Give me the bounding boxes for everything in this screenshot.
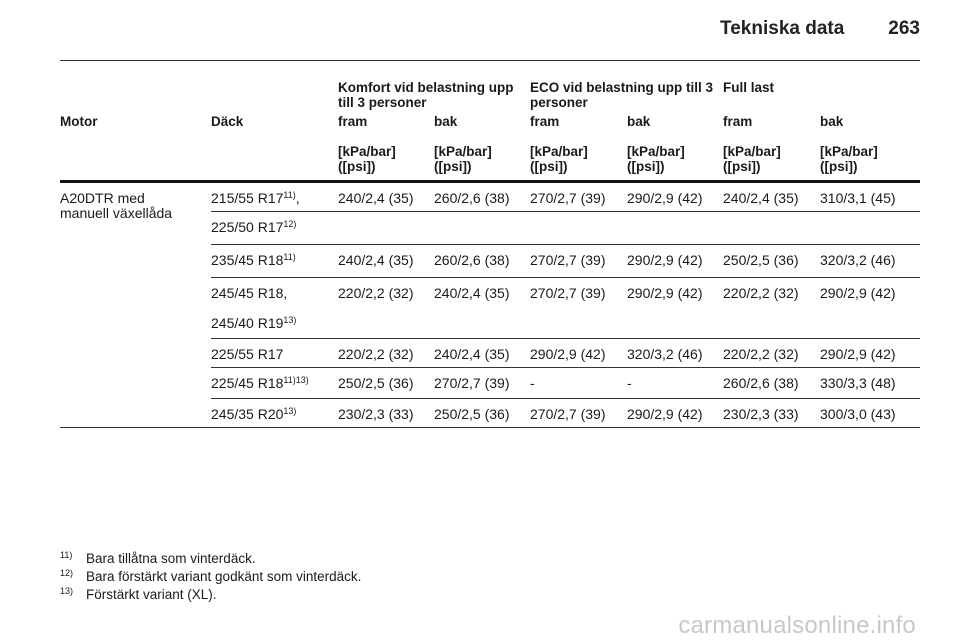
pressure-value: 260/2,6 (38) bbox=[434, 245, 530, 278]
pressure-value: - bbox=[627, 368, 723, 399]
pressure-value: 270/2,7 (39) bbox=[530, 399, 627, 428]
pressure-value: 250/2,5 (36) bbox=[338, 368, 434, 399]
footnote-text: Bara förstärkt variant godkänt som vinterdäck. bbox=[86, 569, 362, 584]
pressure-value: 290/2,9 (42) bbox=[627, 182, 723, 212]
pressure-value: 220/2,2 (32) bbox=[723, 285, 799, 301]
pressure-value: 250/2,5 (36) bbox=[723, 245, 820, 278]
pressure-value: 310/3,1 (45) bbox=[820, 182, 920, 212]
pressure-value bbox=[723, 308, 820, 339]
motor-cell: A20DTR med manuell växellåda bbox=[60, 182, 211, 428]
watermark: carmanualsonline.info bbox=[678, 612, 916, 639]
pressure-value bbox=[530, 212, 627, 245]
tyre-size-cell bbox=[211, 182, 338, 212]
tyre-size-cell bbox=[211, 399, 338, 428]
pressure-value: 250/2,5 (36) bbox=[434, 399, 530, 428]
pressure-value: 260/2,6 (38) bbox=[723, 368, 820, 399]
pressure-value bbox=[723, 212, 820, 245]
group-header-eco: ECO vid belastning upp till 3 personer bbox=[530, 80, 714, 110]
pressure-value: 290/2,9 (42) bbox=[820, 339, 920, 368]
pressure-value: 270/2,7 (39) bbox=[434, 368, 530, 399]
footnote-mark: 13) bbox=[60, 586, 74, 596]
footnote-ref: 11) bbox=[283, 190, 296, 200]
column-header-eco-bak: bak bbox=[627, 114, 651, 129]
pressure-value bbox=[627, 212, 723, 245]
pressure-value: 230/2,3 (33) bbox=[338, 399, 434, 428]
tyre-size-cell bbox=[211, 339, 338, 368]
tyre-size: 245/40 R19 bbox=[211, 315, 284, 331]
footnote-text: Bara tillåtna som vinterdäck. bbox=[86, 551, 256, 566]
footnotes bbox=[60, 550, 361, 604]
pressure-value: 220/2,2 (32) bbox=[338, 285, 414, 301]
pressure-value bbox=[338, 212, 434, 245]
unit-label: [kPa/bar] ([psi]) bbox=[530, 144, 627, 182]
pressure-value: 270/2,7 (39) bbox=[530, 285, 606, 301]
column-header-motor: Motor bbox=[60, 114, 98, 129]
pressure-value bbox=[434, 212, 530, 245]
group-header-komfort: Komfort vid belastning upp till 3 personer bbox=[338, 80, 514, 110]
unit-label: [kPa/bar] ([psi]) bbox=[820, 144, 920, 182]
pressure-value: 290/2,9 (42) bbox=[627, 285, 703, 301]
pressure-value: 220/2,2 (32) bbox=[723, 339, 820, 368]
pressure-value: 290/2,9 (42) bbox=[820, 285, 896, 301]
unit-label: [kPa/bar] ([psi]) bbox=[434, 144, 530, 182]
tyre-size-suffix: , bbox=[295, 190, 300, 206]
footnote-ref: 12) bbox=[283, 219, 297, 229]
column-header-dack: Däck bbox=[211, 114, 244, 129]
pressure-value: 260/2,6 (38) bbox=[434, 182, 530, 212]
unit-label: [kPa/bar] ([psi]) bbox=[627, 144, 723, 182]
page-header bbox=[720, 18, 920, 40]
column-header-komfort-bak: bak bbox=[434, 114, 458, 129]
footnote-ref: 11)13) bbox=[283, 375, 309, 385]
footnote bbox=[60, 550, 361, 568]
pressure-value: - bbox=[530, 368, 627, 399]
column-header-full-fram: fram bbox=[723, 114, 753, 129]
tyre-size-cell bbox=[211, 245, 338, 278]
pressure-value: 240/2,4 (35) bbox=[434, 285, 510, 301]
pressure-value: 270/2,7 (39) bbox=[530, 182, 627, 212]
pressure-value: 240/2,4 (35) bbox=[338, 245, 434, 278]
column-header-eco-fram: fram bbox=[530, 114, 560, 129]
pressure-value: 290/2,9 (42) bbox=[530, 339, 627, 368]
pressure-value: 290/2,9 (42) bbox=[627, 245, 723, 278]
section-title: Tekniska data bbox=[720, 18, 845, 39]
pressure-value: 240/2,4 (35) bbox=[723, 182, 820, 212]
tyre-size-cell bbox=[211, 308, 338, 339]
footnote-ref: 11) bbox=[283, 252, 296, 262]
tyre-size: 225/50 R17 bbox=[211, 219, 284, 235]
pressure-value: 300/3,0 (43) bbox=[820, 399, 920, 428]
tyre-size-cell bbox=[211, 212, 338, 245]
page-number: 263 bbox=[888, 18, 920, 39]
pressure-value: 320/3,2 (46) bbox=[820, 245, 920, 278]
pressure-value bbox=[530, 308, 627, 339]
tyre-pressure-table bbox=[60, 80, 920, 428]
pressure-value: 240/2,4 (35) bbox=[338, 182, 434, 212]
pressure-value bbox=[820, 308, 920, 339]
tyre-size: 225/45 R18 bbox=[211, 375, 284, 391]
footnote-mark: 12) bbox=[60, 568, 74, 578]
tyre-size-cell bbox=[211, 278, 338, 309]
tyre-size: 245/45 R18, bbox=[211, 285, 288, 301]
tyre-size-cell bbox=[211, 368, 338, 399]
pressure-value bbox=[434, 308, 530, 339]
pressure-value: 220/2,2 (32) bbox=[338, 339, 434, 368]
pressure-value: 240/2,4 (35) bbox=[434, 339, 530, 368]
tyre-size: 225/55 R17 bbox=[211, 346, 284, 362]
pressure-value: 270/2,7 (39) bbox=[530, 245, 627, 278]
pressure-value bbox=[820, 212, 920, 245]
column-header-komfort-fram: fram bbox=[338, 114, 368, 129]
footnote-ref: 13) bbox=[283, 406, 297, 416]
footnote-text: Förstärkt variant (XL). bbox=[86, 587, 217, 602]
pressure-value: 230/2,3 (33) bbox=[723, 399, 820, 428]
top-rule bbox=[60, 60, 920, 61]
pressure-value bbox=[338, 308, 434, 339]
tyre-size: 245/35 R20 bbox=[211, 406, 284, 422]
tyre-size: 215/55 R17 bbox=[211, 190, 284, 206]
pressure-value: 320/3,2 (46) bbox=[627, 339, 723, 368]
unit-label: [kPa/bar] ([psi]) bbox=[338, 144, 434, 182]
column-header-full-bak: bak bbox=[820, 114, 844, 129]
table-row bbox=[60, 182, 920, 212]
pressure-value bbox=[627, 308, 723, 339]
footnote bbox=[60, 586, 361, 604]
group-header-full-last: Full last bbox=[723, 80, 775, 95]
footnote-mark: 11) bbox=[60, 550, 73, 560]
footnote bbox=[60, 568, 361, 586]
unit-label: [kPa/bar] ([psi]) bbox=[723, 144, 820, 182]
footnote-ref: 13) bbox=[283, 315, 297, 325]
pressure-value: 290/2,9 (42) bbox=[627, 399, 723, 428]
pressure-value: 330/3,3 (48) bbox=[820, 368, 920, 399]
tyre-size: 235/45 R18 bbox=[211, 252, 284, 268]
